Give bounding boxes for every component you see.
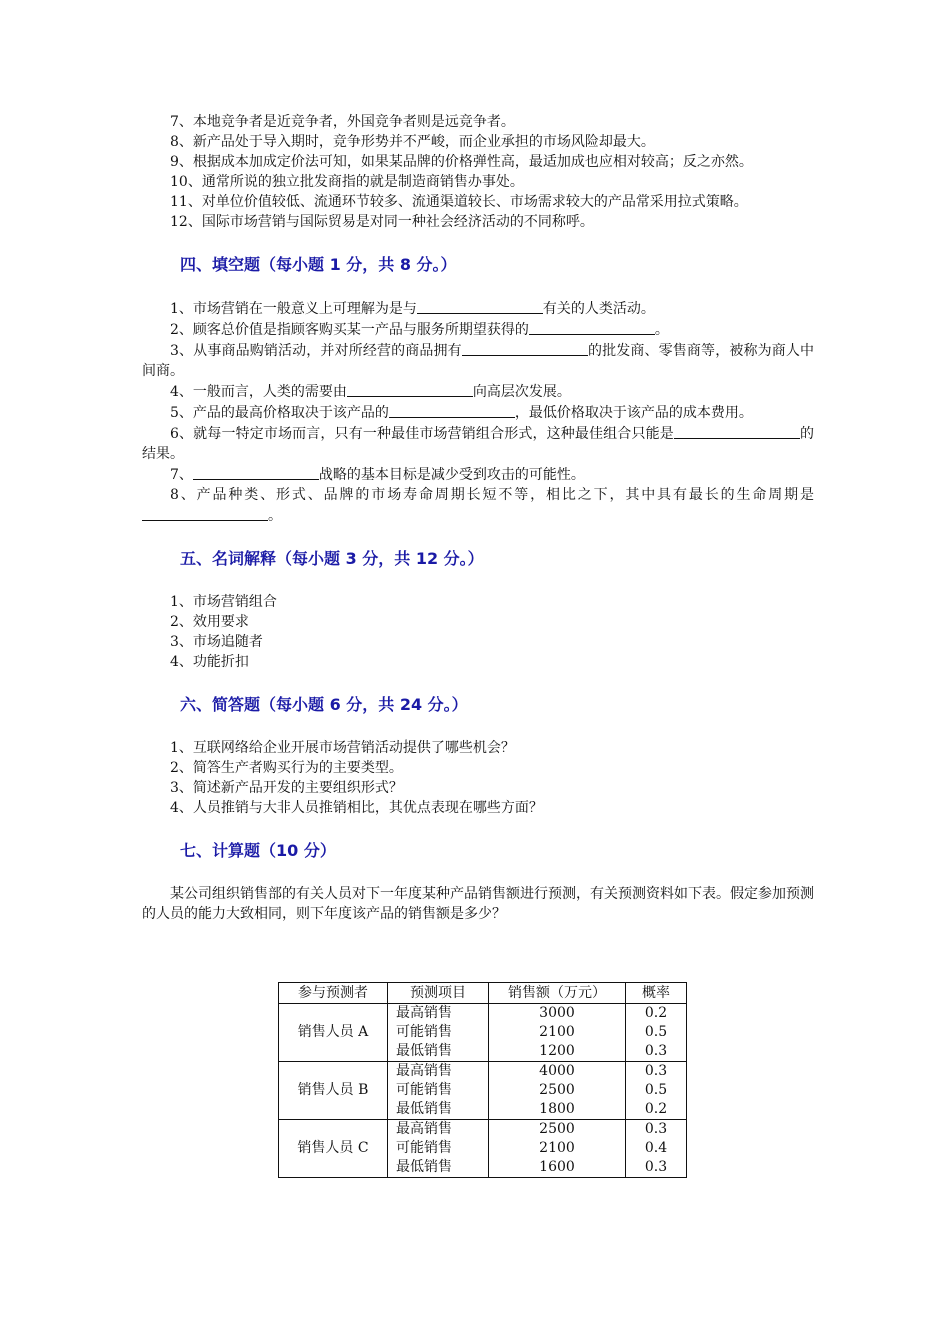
- list-item: 1、互联网络给企业开展市场营销活动提供了哪些机会？: [170, 740, 515, 756]
- fill-blank-item: 4、一般而言，人类的需要由 向高层次发展。: [142, 381, 814, 402]
- list-item: 4、功能折扣: [170, 654, 249, 670]
- list-item: 2、简答生产者购买行为的主要类型。: [170, 760, 403, 776]
- section6-heading: 六、简答题（每小题 6 分，共 24 分。）: [180, 695, 468, 714]
- section5-list: [142, 592, 814, 672]
- table-row: [279, 1120, 687, 1178]
- answer-blank: [193, 464, 319, 480]
- column-header: 预测项目: [388, 983, 489, 1004]
- list-item: 12、国际市场营销与国际贸易是对同一种社会经济活动的不同称呼。: [170, 214, 594, 230]
- forecast-items: 最高销售 可能销售 最低销售: [388, 1062, 489, 1120]
- column-header: 参与预测者: [279, 983, 388, 1004]
- list-item: 7、本地竞争者是近竞争者，外国竞争者则是远竞争者。: [170, 114, 515, 130]
- list-item: 3、市场追随者: [170, 634, 263, 650]
- answer-blank: [674, 423, 716, 439]
- forecast-items: 最高销售 可能销售 最低销售: [388, 1004, 489, 1062]
- forecast-table: [278, 982, 687, 1178]
- list-item: 1、市场营销组合: [170, 594, 277, 610]
- column-header: 概率: [626, 983, 687, 1004]
- forecaster-name: 销售人员 C: [279, 1120, 388, 1178]
- fill-blank-item: 2、顾客总价值是指顾客购买某一产品与服务所期望获得的 。: [142, 319, 814, 340]
- column-header: 销售额（万元）: [489, 983, 626, 1004]
- section3-list: [142, 112, 814, 232]
- list-item: 4、人员推销与大非人员推销相比，其优点表现在哪些方面？: [170, 800, 543, 816]
- section6-list: [142, 738, 814, 818]
- section4-list: [142, 298, 814, 526]
- section7-intro: 某公司组织销售部的有关人员对下一年度某种产品销售额进行预测，有关预测资料如下表。假定参加预测的人员的能力大致相同，则下年度该产品的销售额是多少？: [142, 886, 814, 922]
- probabilities: 0.3 0.5 0.2: [626, 1062, 687, 1120]
- table-row: [279, 1062, 687, 1120]
- fill-blank-item: 5、产品的最高价格取决于该产品的 ，最低价格取决于该产品的成本费用。: [142, 402, 814, 423]
- probabilities: 0.2 0.5 0.3: [626, 1004, 687, 1062]
- answer-blank: [716, 423, 800, 439]
- answer-blank: [389, 402, 515, 418]
- list-item: 9、根据成本加成定价法可知，如果某品牌的价格弹性高，最适加成也应相对较高；反之亦然。: [170, 154, 753, 170]
- answer-blank: [347, 381, 473, 397]
- answer-blank: [529, 319, 655, 335]
- forecaster-name: 销售人员 A: [279, 1004, 388, 1062]
- list-item: 11、对单位价值较低、流通环节较多、流通渠道较长、市场需求较大的产品常采用拉式策略。: [170, 194, 748, 210]
- section5-heading: 五、名词解释（每小题 3 分，共 12 分。）: [180, 549, 484, 568]
- section4-heading: 四、填空题（每小题 1 分，共 8 分。）: [180, 255, 457, 274]
- fill-blank-item: 1、市场营销在一般意义上可理解为是与 有关的人类活动。: [142, 298, 814, 319]
- fill-blank-item: 7、 战略的基本目标是减少受到攻击的可能性。: [142, 464, 814, 485]
- sales-values: 4000 2500 1800: [489, 1062, 626, 1120]
- fill-blank-item: 8、产品种类、形式、品牌的市场寿命周期长短不等，相比之下，其中具有最长的生命周期是。: [142, 485, 814, 526]
- answer-blank: [417, 298, 543, 314]
- sales-values: 2500 2100 1600: [489, 1120, 626, 1178]
- list-item: 8、新产品处于导入期时，竞争形势并不严峻，而企业承担的市场风险却最大。: [170, 134, 655, 150]
- forecaster-name: 销售人员 B: [279, 1062, 388, 1120]
- document-page: [142, 112, 814, 924]
- table-row: [279, 1004, 687, 1062]
- forecast-items: 最高销售 可能销售 最低销售: [388, 1120, 489, 1178]
- probabilities: 0.3 0.4 0.3: [626, 1120, 687, 1178]
- answer-blank: [142, 505, 268, 521]
- table-header-row: [279, 983, 687, 1004]
- section7-heading: 七、计算题（10 分）: [180, 841, 336, 860]
- answer-blank: [462, 340, 588, 356]
- list-item: 3、简述新产品开发的主要组织形式？: [170, 780, 403, 796]
- sales-values: 3000 2100 1200: [489, 1004, 626, 1062]
- list-item: 2、效用要求: [170, 614, 249, 630]
- list-item: 10、通常所说的独立批发商指的就是制造商销售办事处。: [170, 174, 524, 190]
- fill-blank-item: 3、从事商品购销活动，并对所经营的商品拥有 的批发商、零售商等，被称为商人中间商。: [142, 340, 814, 381]
- fill-blank-item: 6、就每一特定市场而言，只有一种最佳市场营销组合形式，这种最佳组合只能是 的结果。: [142, 423, 814, 464]
